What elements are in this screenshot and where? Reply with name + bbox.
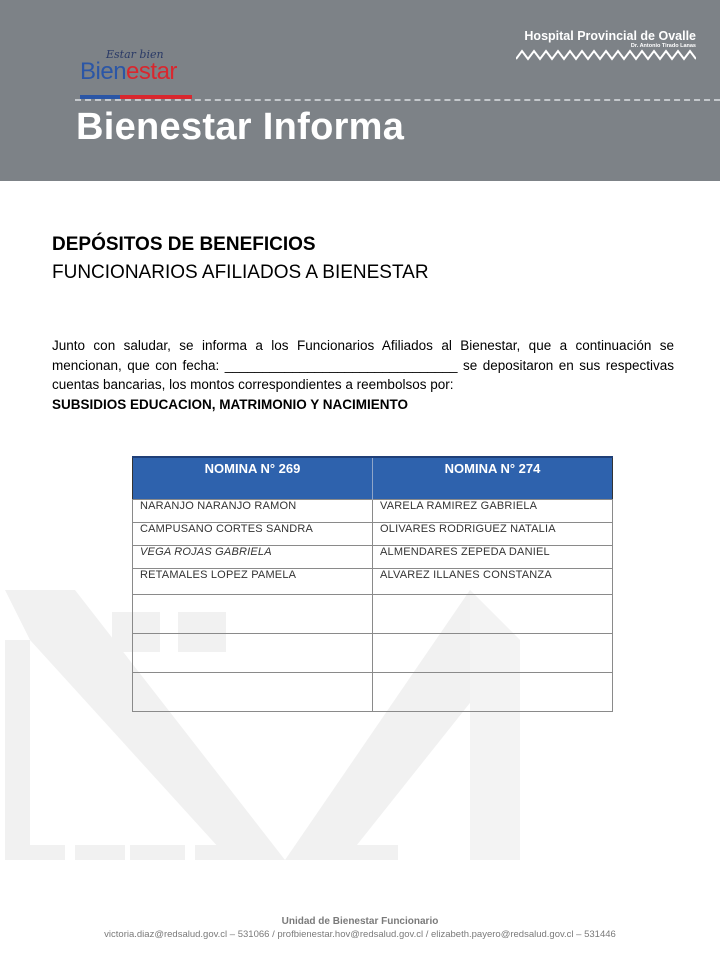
column-header-274: NOMINA N° 274 — [373, 457, 613, 500]
subsidies-text: SUBSIDIOS EDUCACION, MATRIMONIO Y NACIMIENTO — [52, 396, 409, 412]
table-cell — [373, 595, 613, 634]
table-row — [133, 595, 613, 634]
hospital-subtitle: Dr. Antonio Tirado Lanas — [630, 43, 696, 49]
table-cell — [133, 673, 373, 712]
table-cell — [373, 673, 613, 712]
hospital-pattern-icon — [516, 46, 696, 62]
table-cell: RETAMALES LOPEZ PAMELA — [133, 569, 373, 595]
intro-paragraph — [52, 336, 674, 414]
page-title: Bienestar Informa — [76, 106, 405, 148]
table-cell: OLIVARES RODRIGUEZ NATALIA — [373, 523, 613, 546]
logo-tagline: Estar bien — [106, 48, 164, 61]
table-row — [133, 673, 613, 712]
column-header-269: NOMINA N° 269 — [133, 457, 373, 500]
table-cell — [133, 634, 373, 673]
footer-contacts: victoria.diaz@redsalud.gov.cl – 531066 / profbienestar.hov@redsalud.gov.cl / elizabeth.payero@redsalud.gov.cl – 531446 — [104, 929, 616, 940]
table-cell: NARANJO NARANJO RAMON — [133, 500, 373, 523]
intro-text: Junto con saludar, se informa a los Funcionarios Afiliados al Bienestar, que a continuación se mencionan, que con fecha: _______________________________ se depositaron en sus respectivas cuentas bancarias, los montos correspondientes a reembolsos por: — [52, 338, 674, 392]
table-cell: CAMPUSANO CORTES SANDRA — [133, 523, 373, 546]
table-cell: ALMENDARES ZEPEDA DANIEL — [373, 546, 613, 569]
logo-wordmark: Bienestar — [80, 58, 177, 85]
logo-flag-bar — [80, 86, 192, 90]
table-row — [133, 634, 613, 673]
header-divider — [75, 99, 720, 101]
section-subheading: FUNCIONARIOS AFILIADOS A BIENESTAR — [52, 262, 429, 283]
table-cell: VARELA RAMIREZ GABRIELA — [373, 500, 613, 523]
table-row — [133, 546, 613, 569]
table-header-row — [133, 457, 613, 500]
table-row — [133, 500, 613, 523]
hospital-label — [516, 29, 696, 43]
table-row — [133, 569, 613, 595]
footer — [0, 916, 720, 940]
footer-title: Unidad de Bienestar Funcionario — [281, 916, 439, 927]
table-row — [133, 523, 613, 546]
header-banner — [0, 0, 720, 181]
table-cell: VEGA ROJAS GABRIELA — [133, 546, 373, 569]
table-cell — [133, 595, 373, 634]
hospital-name: Hospital Provincial de Ovalle — [524, 29, 696, 43]
table-cell — [373, 634, 613, 673]
table-cell: ALVAREZ ILLANES CONSTANZA — [373, 569, 613, 595]
bienestar-logo — [78, 48, 198, 94]
section-heading: DEPÓSITOS DE BENEFICIOS — [52, 234, 316, 255]
nomina-table — [132, 456, 613, 712]
